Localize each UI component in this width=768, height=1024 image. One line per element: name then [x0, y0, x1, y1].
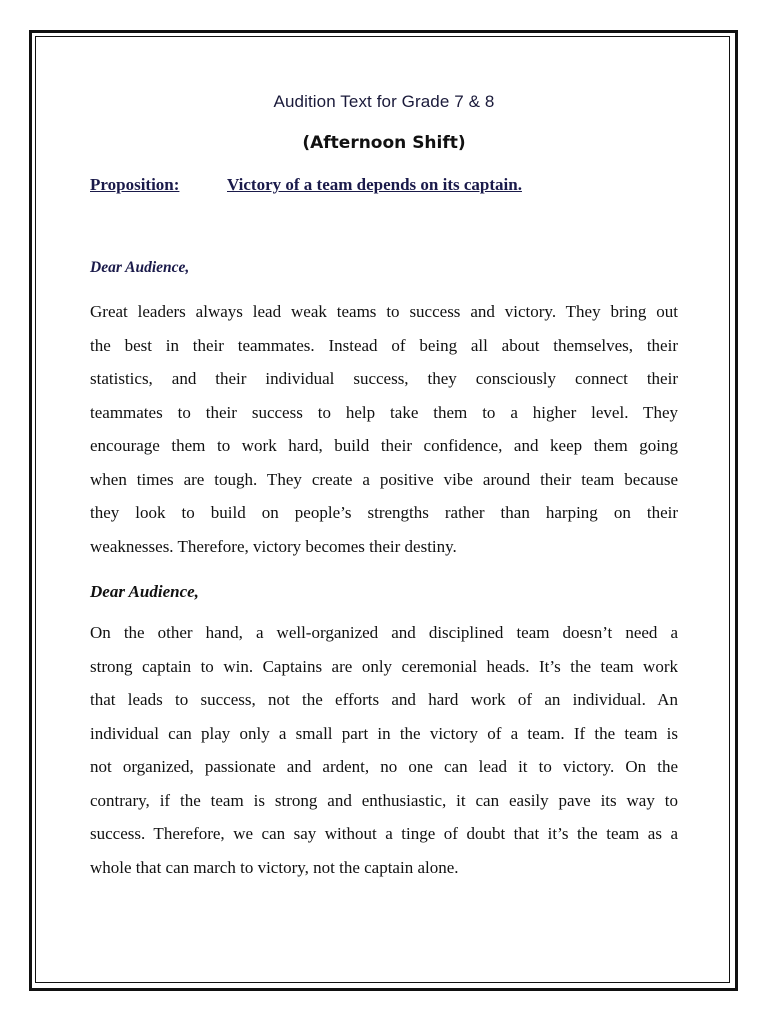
paragraph-line: strong captain to win. Captains are only ceremonial heads. It’s the team work: [90, 656, 678, 676]
paragraph-line: individual can play only a small part in the victory of a team. If the team is: [90, 723, 678, 743]
proposition-text: Victory of a team depends on its captain.: [227, 175, 522, 194]
paragraph-1: [90, 295, 678, 563]
paragraph-line: not organized, passionate and ardent, no one can lead it to victory. On the: [90, 757, 678, 776]
paragraph-line: whole that can march to victory, not the captain alone.: [90, 857, 459, 877]
paragraph-line: contrary, if the team is strong and enthusiastic, it can easily pave its way to: [90, 790, 678, 810]
paragraph-line: when times are tough. They create a positive vibe around their team because: [90, 469, 678, 489]
salutation-2: Dear Audience,: [90, 582, 199, 601]
document-subtitle: (Afternoon Shift): [302, 133, 466, 153]
paragraph-2: [90, 616, 678, 884]
salutation-1: Dear Audience,: [90, 259, 190, 276]
paragraph-line: On the other hand, a well-organized and disciplined team doesn’t need a: [90, 623, 678, 642]
paragraph-line: teammates to their success to help take them to a higher level. They: [90, 402, 678, 422]
paragraph-line: that leads to success, not the efforts and hard work of an individual. An: [90, 690, 678, 709]
document-title: Audition Text for Grade 7 & 8: [273, 92, 495, 111]
proposition: [90, 175, 522, 195]
paragraph-line: Great leaders always lead weak teams to success and victory. They bring out: [90, 302, 678, 321]
paragraph-line: statistics, and their individual success, they consciously connect their: [90, 369, 678, 388]
proposition-label: Proposition:: [90, 175, 180, 194]
paragraph-line: weaknesses. Therefore, victory becomes their destiny.: [90, 536, 457, 556]
paragraph-line: success. Therefore, we can say without a tinge of doubt that it’s the team as a: [90, 824, 678, 843]
paragraph-line: they look to build on people’s strengths rather than harping on their: [90, 503, 678, 522]
paragraph-line: encourage them to work hard, build their confidence, and keep them going: [90, 436, 678, 455]
paragraph-line: the best in their teammates. Instead of being all about themselves, their: [90, 335, 678, 355]
